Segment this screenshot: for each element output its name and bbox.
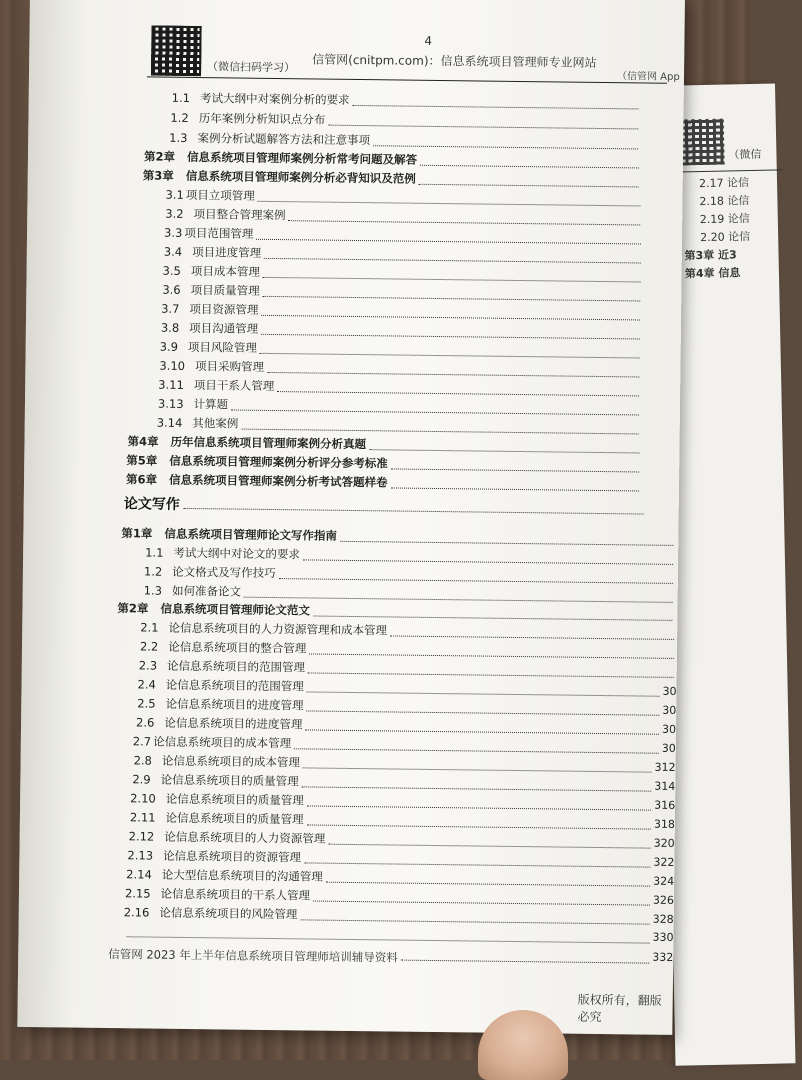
back-page-header-rule xyxy=(673,169,783,172)
page-ref: 30 xyxy=(662,703,677,717)
toc-title: 项目质量管理 xyxy=(190,282,260,298)
toc-number: 3.6 xyxy=(162,282,181,297)
section-title: 论文写作 xyxy=(123,496,180,513)
leader-dots xyxy=(390,625,674,639)
toc-item xyxy=(157,415,642,437)
leader-dots xyxy=(328,114,638,129)
toc-title: 论信息系统项目的质量管理 xyxy=(165,791,304,808)
leader-dots xyxy=(231,399,639,415)
page-curl-shadow xyxy=(17,0,85,1028)
toc-item xyxy=(169,130,641,152)
page-ref: 316 xyxy=(654,798,676,812)
leader-dots xyxy=(241,418,638,434)
toc-number: 1.3 xyxy=(169,130,188,145)
toc-title: 论信息系统项目的进度管理 xyxy=(165,696,304,713)
leader-dots xyxy=(300,909,649,924)
leader-dots xyxy=(313,890,650,905)
toc-item xyxy=(172,90,642,112)
toc-title: 论信息系统项目的整合管理 xyxy=(168,639,307,656)
leader-dots xyxy=(390,477,639,491)
toc-title: 论信息系统项目的质量管理 xyxy=(160,772,299,789)
leader-dots xyxy=(391,458,640,472)
leader-dots xyxy=(264,247,641,263)
page-ref: 332 xyxy=(652,950,674,964)
toc-number: 2.13 xyxy=(127,848,154,863)
back-page-row: 2.18 论信 xyxy=(699,194,750,209)
leader-dots xyxy=(261,304,640,320)
toc-title: 项目进度管理 xyxy=(192,245,262,260)
chapter-title: 信息系统项目管理师案例分析考试答题样卷 xyxy=(168,472,388,490)
chapter-number: 第6章 xyxy=(125,472,158,487)
toc-item xyxy=(158,396,642,418)
leader-dots xyxy=(303,549,673,565)
toc-item xyxy=(161,320,643,342)
leader-dots xyxy=(305,719,659,734)
chapter-number: 第5章 xyxy=(126,453,158,468)
toc-title: 如何准备论文 xyxy=(171,583,242,599)
toc-item xyxy=(158,377,642,399)
chapter-number: 第3章 xyxy=(142,168,174,183)
toc-number: 2.5 xyxy=(137,696,156,711)
toc-title: 项目范围管理 xyxy=(184,225,254,241)
chapter-title: 历年信息系统项目管理师案例分析真题 xyxy=(170,434,367,452)
footer-right: 版权所有，翻版必究 xyxy=(577,992,662,1025)
toc-chapter xyxy=(143,167,642,189)
header-corner-text: （信管网 App xyxy=(616,71,680,83)
chapter-title: 信息系统项目管理师案例分析必背知识及范例 xyxy=(185,168,416,186)
toc-item xyxy=(161,301,643,323)
toc-item xyxy=(165,206,643,228)
leader-dots xyxy=(279,568,673,584)
leader-dots xyxy=(328,833,651,848)
toc-item xyxy=(162,282,643,304)
leader-dots xyxy=(307,795,651,810)
chapter-title: 信息系统项目管理师论文范文 xyxy=(160,601,311,618)
toc-number: 3.1 xyxy=(165,187,184,202)
toc-number: 3.3 xyxy=(163,225,183,240)
toc-title: 项目风险管理 xyxy=(187,339,258,355)
toc-item xyxy=(165,187,643,209)
chapter-title: 信息系统项目管理师案例分析常考问题及解答 xyxy=(186,149,418,167)
toc-number: 3.4 xyxy=(163,244,183,259)
toc-title: 论信息系统项目的范围管理 xyxy=(165,677,304,694)
leader-dots xyxy=(401,949,649,963)
back-page-chapter: 第3章 近3 xyxy=(684,248,737,263)
toc-number: 3.7 xyxy=(161,301,180,316)
toc-number: 2.2 xyxy=(139,639,159,654)
leader-dots xyxy=(294,738,659,753)
toc-title: 论信息系统项目的风险管理 xyxy=(159,905,298,922)
toc-number: 3.8 xyxy=(160,320,180,335)
toc-title: 论信息系统项目的人力资源管理和成本管理 xyxy=(168,620,388,638)
toc-number: 2.9 xyxy=(132,772,151,787)
toc-title: 项目成本管理 xyxy=(190,263,260,279)
leader-dots xyxy=(307,681,660,696)
chapter-title: 信息系统项目管理师案例分析评分参考标准 xyxy=(169,453,388,471)
header-rule xyxy=(147,76,667,83)
toc-number: 2.8 xyxy=(133,753,153,768)
leader-dots xyxy=(352,94,638,108)
toc-number: 2.16 xyxy=(123,905,150,920)
leader-dots xyxy=(261,323,640,339)
qr-code-icon xyxy=(678,119,725,166)
toc-number: 3.10 xyxy=(159,358,186,373)
qr-code-icon xyxy=(151,25,202,76)
toc-chapter xyxy=(126,452,642,474)
page-ref: 328 xyxy=(652,912,674,926)
toc-item xyxy=(164,225,644,247)
chapter-number: 第2章 xyxy=(143,149,176,164)
page-ref: 320 xyxy=(653,836,675,850)
leader-dots xyxy=(308,662,674,677)
toc-title: 案例分析试题解答方法和注意事项 xyxy=(197,131,371,148)
leader-dots xyxy=(256,228,641,244)
toc-number: 1.1 xyxy=(145,545,164,560)
toc-title: 论信息系统项目的进度管理 xyxy=(164,715,303,732)
toc-number: 1.3 xyxy=(143,583,163,598)
leader-dots xyxy=(303,757,652,772)
chapter-number: 第2章 xyxy=(117,601,149,616)
back-page-header-text: （微信 xyxy=(728,147,762,162)
leader-dots xyxy=(260,342,640,358)
toc-number: 3.14 xyxy=(156,415,183,430)
toc-chapter xyxy=(126,471,642,493)
toc-item xyxy=(170,110,641,132)
page-ref: 312 xyxy=(654,760,676,774)
toc-number: 2.15 xyxy=(124,886,151,901)
leader-dots xyxy=(307,700,660,715)
leader-dots xyxy=(126,926,649,943)
site-title: 信管网(cnitpm.com)：信息系统项目管理师专业网站 xyxy=(312,52,597,70)
toc-title: 论信息系统项目的范围管理 xyxy=(166,658,306,675)
chapter-number: 第1章 xyxy=(121,526,153,541)
toc-title: 项目沟通管理 xyxy=(189,320,259,336)
leader-dots xyxy=(267,361,639,377)
chapter-title: 信息系统项目管理师论文写作指南 xyxy=(164,526,337,543)
leader-dots xyxy=(309,643,674,658)
toc-title: 论信息系统项目的资源管理 xyxy=(162,848,302,865)
toc-number: 2.1 xyxy=(140,620,159,635)
leader-dots xyxy=(313,605,673,620)
leader-dots xyxy=(258,190,641,206)
leader-dots xyxy=(419,173,639,187)
page-ref: 324 xyxy=(653,874,675,888)
toc-number: 2.4 xyxy=(137,677,156,692)
toc-title: 论大型信息系统项目的沟通管理 xyxy=(161,867,323,884)
toc-number: 1.1 xyxy=(171,90,191,105)
toc-number: 3.2 xyxy=(165,206,184,221)
toc-title: 计算题 xyxy=(193,397,229,412)
toc-title: 论信息系统项目的干系人管理 xyxy=(160,886,311,903)
leader-dots xyxy=(373,135,638,149)
book-page xyxy=(17,0,685,1035)
toc-number: 2.6 xyxy=(135,715,155,730)
toc-item xyxy=(164,244,644,266)
page-ref: 322 xyxy=(653,855,675,869)
leader-dots xyxy=(420,154,639,168)
toc-item-continued xyxy=(123,923,673,946)
page-ref: 330 xyxy=(652,930,674,944)
leader-dots xyxy=(304,852,650,867)
toc-number: 2.7 xyxy=(132,734,152,749)
toc-number: 3.5 xyxy=(162,263,181,278)
toc-title: 项目采购管理 xyxy=(194,359,265,374)
toc-title: 论信息系统项目的质量管理 xyxy=(165,810,304,827)
toc-title: 论信息系统项目的人力资源管理 xyxy=(164,829,326,846)
scan-hint: （微信扫码学习） xyxy=(207,60,296,75)
toc-number: 1.2 xyxy=(143,564,163,579)
toc-title: 项目立项管理 xyxy=(185,187,255,203)
leader-dots xyxy=(263,266,641,282)
toc-number: 3.9 xyxy=(159,339,179,354)
back-page-row: 2.19 论信 xyxy=(699,212,750,227)
toc-number: 3.11 xyxy=(158,377,184,392)
page-ref: 30 xyxy=(661,722,677,736)
leader-dots xyxy=(289,210,641,225)
leader-dots xyxy=(302,776,652,791)
chapter-number: 第4章 xyxy=(127,434,159,449)
toc-number: 2.10 xyxy=(130,791,156,806)
leader-dots xyxy=(306,814,650,829)
toc-item xyxy=(159,358,642,380)
toc-number: 2.14 xyxy=(126,867,152,882)
page-ref: 326 xyxy=(652,893,675,907)
toc-number: 3.13 xyxy=(157,396,184,411)
toc-title: 历年案例分析知识点分布 xyxy=(198,111,326,127)
toc-title: 项目干系人管理 xyxy=(193,378,275,394)
page-ref: 30 xyxy=(662,684,677,698)
page-ref: 314 xyxy=(654,779,676,793)
toc-title: 项目整合管理案例 xyxy=(193,207,286,223)
toc-title: 论信息系统项目的成本管理 xyxy=(153,734,292,751)
back-page-row: 2.20 论信 xyxy=(700,230,751,245)
leader-dots xyxy=(184,498,644,515)
toc-number: 2.3 xyxy=(138,658,158,673)
leader-dots xyxy=(244,586,673,602)
toc-title: 项目资源管理 xyxy=(189,301,259,317)
back-page-chapter: 第4章 信息 xyxy=(684,266,741,281)
toc-title: 考试大纲中对论文的要求 xyxy=(173,545,301,562)
toc-title: 论信息系统项目的成本管理 xyxy=(161,753,300,770)
toc-number: 1.2 xyxy=(170,110,189,125)
toc-number: 2.11 xyxy=(129,810,156,825)
toc-title: 其他案例 xyxy=(192,416,239,431)
leader-dots xyxy=(369,439,640,453)
leader-dots xyxy=(326,871,651,886)
back-page-row: 2.17 论信 xyxy=(698,176,750,191)
toc-title: 考试大纲中对案例分析的要求 xyxy=(199,91,350,107)
page-ref: 318 xyxy=(653,817,675,831)
page-ref: 30 xyxy=(661,741,676,755)
toc-chapter xyxy=(144,148,642,170)
toc-title: 论文格式及写作技巧 xyxy=(172,564,276,581)
toc-item xyxy=(160,339,643,361)
footer-left: 信管网 2023 年上半年信息系统项目管理师培训辅导资料 xyxy=(108,947,398,965)
toc-number: 2.12 xyxy=(128,829,155,844)
toc-item xyxy=(163,263,644,285)
leader-dots xyxy=(277,381,639,396)
section-heading xyxy=(124,493,644,519)
leader-dots xyxy=(263,285,641,301)
toc-item-continued xyxy=(398,947,673,966)
leader-dots xyxy=(340,530,674,545)
page-number: 4 xyxy=(424,33,433,48)
